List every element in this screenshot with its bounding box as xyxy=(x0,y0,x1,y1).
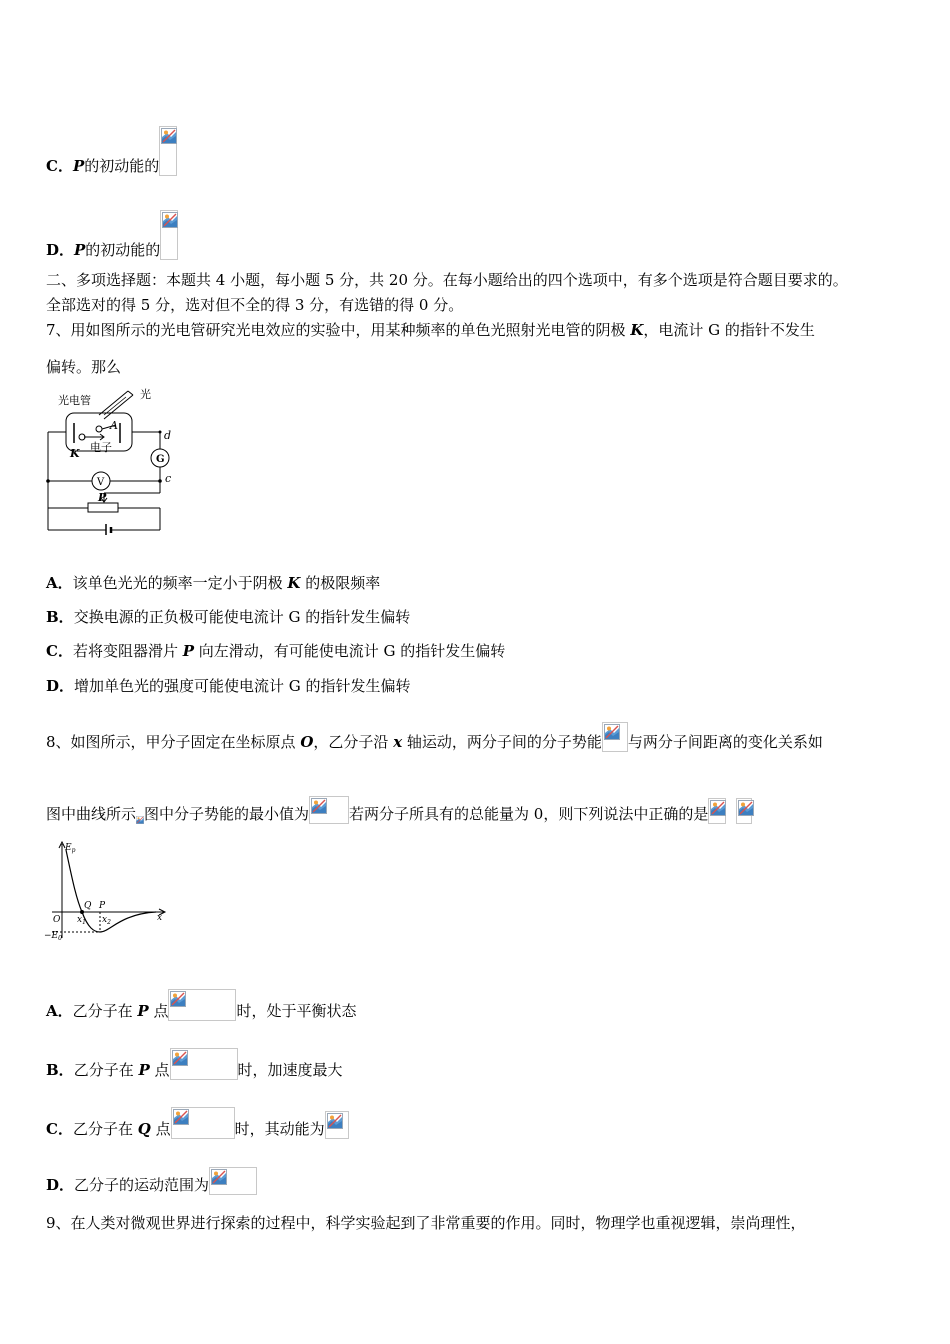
q7-option-b: B．交换电源的正负极可能使电流计 G 的指针发生偏转 xyxy=(46,608,411,626)
missing-image xyxy=(325,1111,349,1139)
label-k: K xyxy=(70,447,80,460)
variable-p: P xyxy=(72,157,85,175)
broken-image-icon xyxy=(162,212,178,228)
broken-image-icon xyxy=(211,1169,227,1185)
variable-k: K xyxy=(630,321,644,339)
broken-image-icon xyxy=(604,724,620,740)
broken-image-icon xyxy=(327,1113,343,1129)
broken-image-icon xyxy=(710,800,726,816)
broken-image-icon xyxy=(136,816,144,824)
broken-image-icon xyxy=(170,991,186,1007)
missing-image xyxy=(209,1167,257,1195)
missing-image xyxy=(602,722,628,752)
broken-image-icon xyxy=(161,128,177,144)
broken-image-icon xyxy=(173,1109,189,1125)
label-q: Q xyxy=(84,901,92,911)
label-tube: 光电管 xyxy=(58,394,91,407)
q7-stem-line2: 偏转。那么 xyxy=(46,358,122,376)
q6-option-d xyxy=(46,210,178,260)
missing-image xyxy=(736,798,752,824)
phototube-circuit-diagram xyxy=(44,385,184,535)
q7-option-a: A．该单色光光的频率一定小于阴极 K 的极限频率 xyxy=(46,574,381,592)
q8-stem-line1: 8、如图所示，甲分子固定在坐标原点 O，乙分子沿 x 轴运动，两分子间的分子势能 与两分子间距离的变化关系如 xyxy=(46,722,823,752)
label-o: O xyxy=(53,915,61,925)
label-p: P xyxy=(99,901,106,911)
label-c: c xyxy=(165,472,172,485)
variable-p: P xyxy=(74,241,86,259)
missing-image xyxy=(159,126,177,176)
missing-image xyxy=(708,798,726,824)
option-letter: C． xyxy=(46,157,73,175)
q6-option-c xyxy=(46,126,177,176)
label-ep: $E_p$ xyxy=(65,843,76,854)
label-e0: $-E_0$ xyxy=(44,931,62,942)
label-p: P xyxy=(98,491,107,504)
label-a: A xyxy=(110,419,118,432)
section2-heading-line1: 二、多项选择题：本题共 4 小题，每小题 5 分，共 20 分。在每小题给出的四个选项中，有多个选项是符合题目要求的。 xyxy=(46,271,848,289)
broken-image-icon xyxy=(311,798,327,814)
q7-option-d: D．增加单色光的强度可能使电流计 G 的指针发生偏转 xyxy=(46,677,411,695)
label-g: G xyxy=(156,454,165,465)
missing-image xyxy=(170,1048,238,1080)
option-letter: D． xyxy=(46,241,75,259)
label-x2: $x_2$ xyxy=(102,915,111,926)
potential-energy-graph xyxy=(44,838,174,948)
label-v: V xyxy=(97,477,105,488)
q8-option-b: B．乙分子在 P 点 时，加速度最大 xyxy=(46,1048,343,1080)
q8-stem-line2: 图中曲线所示 图中分子势能的最小值为 若两分子所具有的总能量为 0，则下列说法中正确的是 xyxy=(46,796,752,824)
label-electron: 电子 xyxy=(90,441,112,454)
q9-stem-line1: 9、在人类对微观世界进行探索的过程中，科学实验起到了非常重要的作用。同时，物理学也重视逻辑，崇尚理性， xyxy=(46,1214,806,1232)
q8-option-a: A．乙分子在 P 点 时，处于平衡状态 xyxy=(46,989,357,1021)
q8-option-c: C．乙分子在 Q 点 时，其动能为 xyxy=(46,1107,349,1139)
section2-heading-line2: 全部选对的得 5 分，选对但不全的得 3 分，有选错的得 0 分。 xyxy=(46,296,464,314)
option-text: 的初动能的 xyxy=(85,241,161,259)
missing-image xyxy=(168,989,236,1021)
q8-option-d: D．乙分子的运动范围为 xyxy=(46,1167,257,1195)
option-text: 的初动能的 xyxy=(84,157,160,175)
q7-option-c: C．若将变阻器滑片 P 向左滑动，有可能使电流计 G 的指针发生偏转 xyxy=(46,642,506,660)
missing-image xyxy=(171,1107,235,1139)
label-light: 光 xyxy=(140,388,151,401)
broken-image-icon xyxy=(172,1050,188,1066)
broken-image-icon xyxy=(738,800,754,816)
label-d: d xyxy=(164,429,172,442)
missing-image xyxy=(136,816,144,824)
missing-image xyxy=(160,210,178,260)
label-x1: $x_1$ xyxy=(77,915,86,926)
q7-stem-line1: 7、用如图所示的光电管研究光电效应的实验中，用某种频率的单色光照射光电管的阴极 K，电流计 G 的指针不发生 xyxy=(46,321,815,339)
label-x: x xyxy=(157,913,163,923)
missing-image xyxy=(309,796,349,824)
